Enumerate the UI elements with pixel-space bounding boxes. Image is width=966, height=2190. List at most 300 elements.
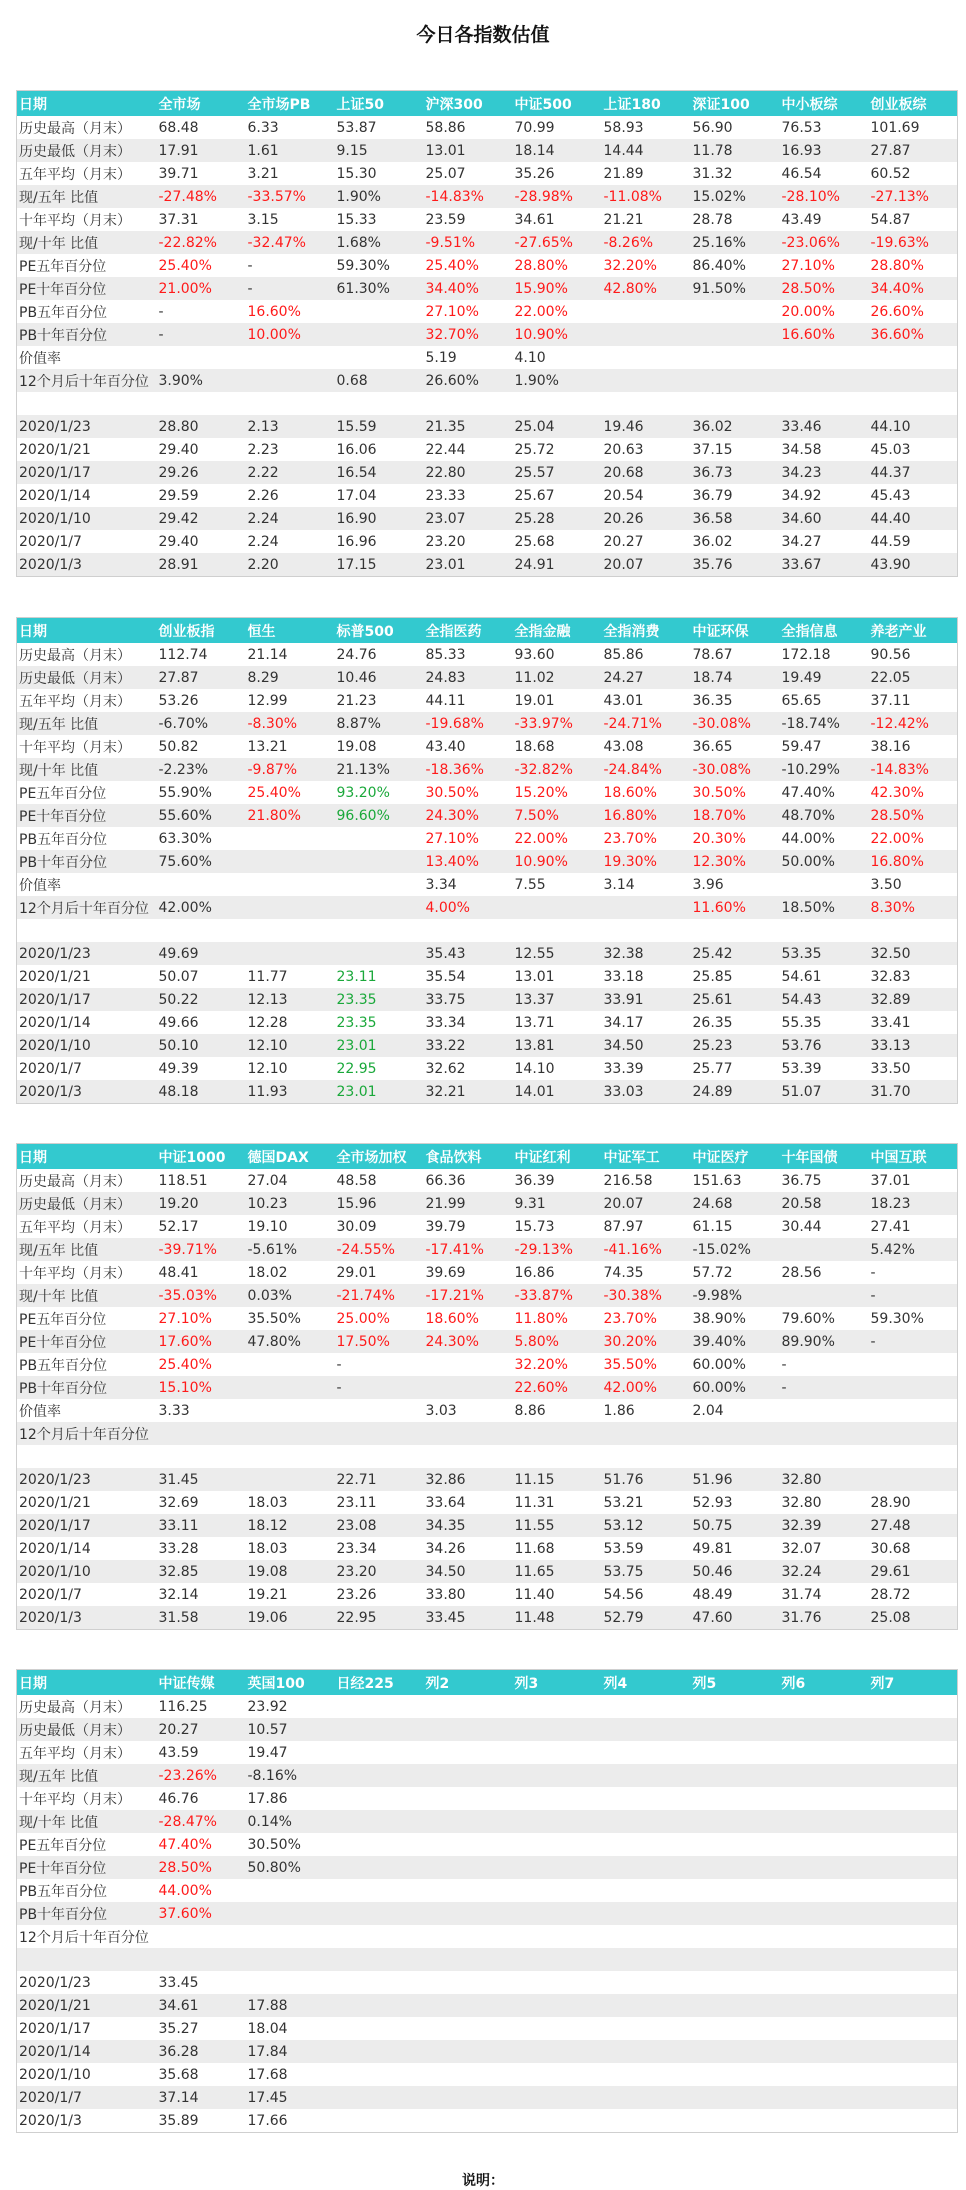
table-cell bbox=[246, 850, 335, 873]
table-cell: 28.50% bbox=[780, 277, 869, 300]
column-header: 中证环保 bbox=[691, 618, 780, 644]
table-cell: 3.03 bbox=[425, 1402, 457, 1419]
table-cell bbox=[335, 873, 424, 896]
row-label: 2020/1/3 bbox=[17, 1080, 157, 1104]
table-cell: 36.73 bbox=[691, 461, 780, 484]
table-cell bbox=[335, 2109, 424, 2133]
table-cell: 23.33 bbox=[425, 487, 466, 504]
table-cell: 16.06 bbox=[336, 441, 377, 458]
table-cell bbox=[602, 2109, 691, 2133]
table-cell: 43.90 bbox=[869, 553, 958, 577]
table-cell: -9.51% bbox=[424, 231, 513, 254]
table-cell: 32.38 bbox=[602, 942, 691, 965]
column-header: 中证医疗 bbox=[691, 1144, 780, 1170]
table-cell: -18.74% bbox=[780, 712, 869, 735]
table-cell: 19.21 bbox=[247, 1586, 288, 1603]
table-cell: 34.50 bbox=[424, 1560, 513, 1583]
row-label: 现/十年 比值 bbox=[17, 1810, 157, 1833]
table-cell bbox=[691, 392, 780, 415]
row-label: 2020/1/23 bbox=[17, 1468, 157, 1491]
table-row bbox=[17, 2040, 958, 2063]
table-cell: 47.80% bbox=[246, 1330, 335, 1353]
table-row bbox=[17, 323, 958, 346]
table-cell bbox=[691, 2017, 780, 2040]
table-cell: -39.71% bbox=[157, 1238, 246, 1261]
table-cell: 79.60% bbox=[781, 1310, 835, 1327]
column-header: 英国100 bbox=[246, 1670, 335, 1696]
table-cell: 23.20 bbox=[425, 533, 466, 550]
table-cell bbox=[246, 1422, 335, 1445]
table-cell bbox=[335, 2017, 424, 2040]
table-cell bbox=[780, 1238, 869, 1261]
table-cell: 43.08 bbox=[603, 738, 644, 755]
table-cell: 43.59 bbox=[158, 1744, 199, 1761]
table-cell bbox=[335, 1718, 424, 1741]
table-cell bbox=[780, 873, 869, 896]
table-row bbox=[17, 1376, 958, 1399]
table-cell bbox=[246, 896, 335, 919]
table-cell: 33.41 bbox=[870, 1014, 911, 1031]
table-cell: 56.90 bbox=[692, 119, 733, 136]
table-cell bbox=[513, 2017, 602, 2040]
table-cell: 13.71 bbox=[514, 1014, 555, 1031]
table-cell bbox=[246, 346, 335, 369]
table-cell: 34.61 bbox=[157, 1994, 246, 2017]
table-cell: 15.59 bbox=[335, 415, 424, 438]
table-cell: 42.00% bbox=[602, 1376, 691, 1399]
table-cell: 39.69 bbox=[425, 1264, 466, 1281]
table-cell: 22.80 bbox=[424, 461, 513, 484]
table-row bbox=[17, 1856, 958, 1879]
table-cell bbox=[780, 1445, 869, 1468]
table-cell bbox=[513, 2086, 602, 2109]
table-cell: -27.48% bbox=[157, 185, 246, 208]
table-cell bbox=[246, 1925, 335, 1948]
table-cell: -27.13% bbox=[869, 185, 958, 208]
page-title: 今日各指数估值 bbox=[416, 24, 550, 46]
table-cell: 15.02% bbox=[691, 185, 780, 208]
table-cell: -23.26% bbox=[157, 1764, 246, 1787]
table-cell bbox=[335, 2086, 424, 2109]
table-cell: 44.59 bbox=[870, 533, 911, 550]
table-cell: 19.08 bbox=[246, 1560, 335, 1583]
table-cell: 22.00% bbox=[514, 303, 568, 320]
table-cell bbox=[869, 1764, 958, 1787]
table-cell: 14.01 bbox=[513, 1080, 602, 1104]
table-cell: 53.59 bbox=[603, 1540, 644, 1557]
table-cell: 35.89 bbox=[158, 2112, 199, 2129]
table-row bbox=[17, 231, 958, 254]
row-label: 五年平均（月末） bbox=[19, 166, 131, 183]
table-cell: 37.01 bbox=[870, 1172, 911, 1189]
table-cell: 29.40 bbox=[158, 441, 199, 458]
table-cell bbox=[869, 369, 958, 392]
table-cell bbox=[869, 1399, 958, 1422]
table-cell: 34.50 bbox=[602, 1034, 691, 1057]
row-label: 2020/1/17 bbox=[17, 461, 157, 484]
table-cell: 42.00% bbox=[157, 896, 246, 919]
table-cell: 31.74 bbox=[781, 1586, 822, 1603]
table-row bbox=[17, 850, 958, 873]
table-cell: 33.45 bbox=[424, 1606, 513, 1630]
table-cell bbox=[602, 1764, 691, 1787]
table-cell bbox=[424, 1376, 513, 1399]
table-row bbox=[17, 735, 958, 758]
table-cell: 30.50% bbox=[425, 784, 479, 801]
table-cell bbox=[780, 2063, 869, 2086]
table-cell: 24.68 bbox=[691, 1192, 780, 1215]
table-cell: 25.40% bbox=[425, 257, 479, 274]
table-cell bbox=[691, 1994, 780, 2017]
table-row bbox=[17, 666, 958, 689]
table-cell: 17.91 bbox=[157, 139, 246, 162]
table-cell: 2.24 bbox=[247, 533, 279, 550]
table-row bbox=[17, 116, 958, 139]
table-cell bbox=[780, 1718, 869, 1741]
row-label: 十年平均（月末） bbox=[19, 1791, 131, 1808]
table-cell: 52.79 bbox=[602, 1606, 691, 1630]
table-cell bbox=[424, 1925, 513, 1948]
column-header: 列4 bbox=[602, 1670, 691, 1696]
table-cell: 16.80% bbox=[869, 850, 958, 873]
table-cell: 12.99 bbox=[247, 692, 288, 709]
table-cell: 12.28 bbox=[247, 1014, 288, 1031]
table-cell: 23.11 bbox=[336, 968, 377, 985]
table-cell: 1.68% bbox=[335, 231, 424, 254]
row-label: 十年平均（月末） bbox=[19, 739, 131, 756]
table-cell: 55.90% bbox=[158, 784, 212, 801]
table-header-row bbox=[17, 1144, 958, 1170]
row-label: 历史最高（月末） bbox=[19, 120, 131, 137]
table-cell: 37.15 bbox=[692, 441, 733, 458]
table-cell bbox=[780, 1399, 869, 1422]
table-cell: 16.60% bbox=[780, 323, 869, 346]
column-header: 列7 bbox=[869, 1670, 958, 1696]
table-cell: 2.22 bbox=[246, 461, 335, 484]
table-cell: 51.07 bbox=[780, 1080, 869, 1104]
row-label: 十年平均（月末） bbox=[19, 212, 131, 229]
table-cell: 27.87 bbox=[157, 666, 246, 689]
table-cell: 19.06 bbox=[246, 1606, 335, 1630]
table-cell: 28.80% bbox=[514, 257, 568, 274]
table-cell: 32.89 bbox=[869, 988, 958, 1011]
table-cell: 8.86 bbox=[514, 1402, 546, 1419]
table-cell: 14.10 bbox=[514, 1060, 555, 1077]
table-cell: 22.60% bbox=[513, 1376, 602, 1399]
table-cell: 50.80% bbox=[246, 1856, 335, 1879]
table-cell bbox=[869, 1422, 958, 1445]
table-cell: 27.41 bbox=[870, 1218, 911, 1235]
table-row bbox=[17, 1169, 958, 1192]
table-cell: 1.61 bbox=[246, 139, 335, 162]
table-row bbox=[17, 804, 958, 827]
table-row bbox=[17, 1560, 958, 1583]
table-cell: 18.03 bbox=[247, 1494, 288, 1511]
table-cell: 12.10 bbox=[246, 1034, 335, 1057]
row-label: PB五年百分位 bbox=[19, 304, 108, 321]
table-cell: 3.34 bbox=[425, 876, 457, 893]
table-cell bbox=[424, 1971, 513, 1994]
table-cell: 90.56 bbox=[870, 646, 911, 663]
table-cell: 44.37 bbox=[869, 461, 958, 484]
valuation-table-2 bbox=[16, 617, 958, 1104]
table-cell bbox=[335, 346, 424, 369]
table-cell: 16.90 bbox=[335, 507, 424, 530]
table-header-row bbox=[17, 1670, 958, 1696]
table-cell bbox=[424, 392, 513, 415]
table-cell: 44.11 bbox=[425, 692, 466, 709]
table-cell: 34.17 bbox=[603, 1014, 644, 1031]
table-row bbox=[17, 758, 958, 781]
table-cell: 18.74 bbox=[691, 666, 780, 689]
table-cell: 21.35 bbox=[424, 415, 513, 438]
table-cell: 1.90% bbox=[335, 185, 424, 208]
table-cell bbox=[335, 1422, 424, 1445]
table-cell: 16.86 bbox=[514, 1264, 555, 1281]
table-row bbox=[17, 369, 958, 392]
row-label: PE五年百分位 bbox=[19, 1837, 107, 1854]
table-cell: 20.26 bbox=[602, 507, 691, 530]
column-header: 全市场加权 bbox=[335, 1144, 424, 1170]
table-cell: 14.44 bbox=[602, 139, 691, 162]
table-cell: 54.56 bbox=[603, 1586, 644, 1603]
table-cell: 20.27 bbox=[603, 533, 644, 550]
table-cell: 13.81 bbox=[513, 1034, 602, 1057]
table-row bbox=[17, 1057, 958, 1080]
row-label: 12个月后十年百分位 bbox=[17, 896, 157, 919]
column-header: 中证1000 bbox=[157, 1144, 246, 1170]
table-cell bbox=[691, 1902, 780, 1925]
table-row bbox=[17, 438, 958, 461]
table-cell: -32.82% bbox=[513, 758, 602, 781]
table-cell: 10.57 bbox=[246, 1718, 335, 1741]
table-cell: 19.20 bbox=[157, 1192, 246, 1215]
table-row bbox=[17, 1353, 958, 1376]
table-cell bbox=[246, 1948, 335, 1971]
table-cell bbox=[602, 2040, 691, 2063]
table-cell: 18.03 bbox=[247, 1540, 288, 1557]
table-cell: - bbox=[869, 1284, 958, 1307]
table-cell: 24.89 bbox=[691, 1080, 780, 1104]
table-cell: 28.91 bbox=[157, 553, 246, 577]
table-cell bbox=[780, 1833, 869, 1856]
table-cell: 51.76 bbox=[602, 1468, 691, 1491]
row-label: 价值率 bbox=[19, 350, 61, 367]
table-row bbox=[17, 2086, 958, 2109]
table-cell: 48.49 bbox=[692, 1586, 733, 1603]
table-cell: 151.63 bbox=[692, 1172, 742, 1189]
row-label: 2020/1/21 bbox=[19, 441, 91, 458]
table-cell: 59.30% bbox=[870, 1310, 924, 1327]
table-cell bbox=[691, 1787, 780, 1810]
column-header: 深证100 bbox=[691, 91, 780, 117]
table-cell: 17.45 bbox=[246, 2086, 335, 2109]
table-cell: 27.10% bbox=[781, 257, 835, 274]
table-cell: 18.14 bbox=[513, 139, 602, 162]
table-cell: 39.79 bbox=[425, 1218, 466, 1235]
row-label: 现/五年 比值 bbox=[17, 185, 157, 208]
table-cell: 58.86 bbox=[425, 119, 466, 136]
table-cell: 42.30% bbox=[870, 784, 924, 801]
table-row bbox=[17, 1741, 958, 1764]
table-cell: 8.29 bbox=[246, 666, 335, 689]
table-row bbox=[17, 507, 958, 530]
table-cell: 1.86 bbox=[603, 1402, 635, 1419]
table-cell: 12.13 bbox=[246, 988, 335, 1011]
table-cell: 44.00% bbox=[158, 1882, 212, 1899]
table-cell: 12.30% bbox=[691, 850, 780, 873]
table-cell: 4.00% bbox=[424, 896, 513, 919]
table-cell: 19.49 bbox=[780, 666, 869, 689]
table-cell: -35.03% bbox=[157, 1284, 246, 1307]
table-cell: 2.24 bbox=[246, 507, 335, 530]
column-header: 列5 bbox=[691, 1670, 780, 1696]
table-cell: 23.08 bbox=[335, 1514, 424, 1537]
table-cell bbox=[335, 827, 424, 850]
table-cell: 0.03% bbox=[246, 1284, 335, 1307]
row-label: 2020/1/14 bbox=[17, 2040, 157, 2063]
table-cell bbox=[157, 1925, 246, 1948]
table-cell: 32.80 bbox=[780, 1468, 869, 1491]
table-cell: 54.61 bbox=[781, 968, 822, 985]
row-label: PB五年百分位 bbox=[19, 1883, 108, 1900]
table-cell bbox=[246, 1468, 335, 1491]
table-cell bbox=[335, 1994, 424, 2017]
column-header: 标普500 bbox=[335, 618, 424, 644]
table-cell: - bbox=[247, 257, 253, 274]
table-cell: 2.23 bbox=[247, 441, 279, 458]
table-row bbox=[17, 827, 958, 850]
table-cell: 32.69 bbox=[158, 1494, 199, 1511]
table-cell: 34.61 bbox=[514, 211, 555, 228]
table-cell bbox=[869, 1833, 958, 1856]
table-cell: 48.41 bbox=[158, 1264, 199, 1281]
table-cell: 23.01 bbox=[335, 1034, 424, 1057]
table-cell: 36.58 bbox=[691, 507, 780, 530]
table-cell: 25.68 bbox=[514, 533, 555, 550]
table-cell bbox=[424, 919, 513, 942]
table-cell: 25.42 bbox=[691, 942, 780, 965]
table-cell bbox=[691, 1422, 780, 1445]
table-cell: 17.60% bbox=[157, 1330, 246, 1353]
table-row bbox=[17, 2017, 958, 2040]
table-row bbox=[17, 919, 958, 942]
table-cell: -28.47% bbox=[157, 1810, 246, 1833]
table-cell: 50.75 bbox=[691, 1514, 780, 1537]
table-cell: 2.04 bbox=[692, 1402, 724, 1419]
table-cell: 12.10 bbox=[247, 1060, 288, 1077]
table-cell: - bbox=[780, 1376, 869, 1399]
table-cell bbox=[513, 1764, 602, 1787]
table-cell: 53.21 bbox=[603, 1494, 644, 1511]
table-cell bbox=[246, 873, 335, 896]
table-cell bbox=[602, 1810, 691, 1833]
table-cell: 18.23 bbox=[869, 1192, 958, 1215]
row-label: PE五年百分位 bbox=[19, 1311, 107, 1328]
table-cell: 30.44 bbox=[781, 1218, 822, 1235]
table-row bbox=[17, 1399, 958, 1422]
row-label: 2020/1/10 bbox=[17, 1560, 157, 1583]
table-cell: 26.35 bbox=[692, 1014, 733, 1031]
table-row bbox=[17, 277, 958, 300]
table-row bbox=[17, 1879, 958, 1902]
table-row bbox=[17, 1284, 958, 1307]
table-cell: 36.39 bbox=[514, 1172, 555, 1189]
table-cell: 17.84 bbox=[246, 2040, 335, 2063]
table-cell: 33.64 bbox=[425, 1494, 466, 1511]
table-cell: 23.35 bbox=[336, 1014, 377, 1031]
row-label: 五年平均（月末） bbox=[19, 693, 131, 710]
table-row bbox=[17, 1537, 958, 1560]
table-row bbox=[17, 1971, 958, 1994]
table-cell: 39.71 bbox=[158, 165, 199, 182]
row-label: 现/五年 比值 bbox=[17, 1238, 157, 1261]
table-cell: 20.30% bbox=[692, 830, 746, 847]
table-cell: -27.65% bbox=[513, 231, 602, 254]
table-cell: 32.07 bbox=[781, 1540, 822, 1557]
table-row bbox=[17, 1764, 958, 1787]
table-cell: -29.13% bbox=[513, 1238, 602, 1261]
table-cell: -8.30% bbox=[246, 712, 335, 735]
table-cell: 34.23 bbox=[780, 461, 869, 484]
row-label: PE十年百分位 bbox=[17, 1856, 157, 1879]
table-cell: 21.23 bbox=[336, 692, 377, 709]
table-row bbox=[17, 965, 958, 988]
table-cell bbox=[513, 2109, 602, 2133]
table-cell: 27.10% bbox=[425, 303, 479, 320]
table-cell: 24.27 bbox=[602, 666, 691, 689]
table-cell bbox=[513, 1902, 602, 1925]
table-cell: 11.77 bbox=[247, 968, 288, 985]
table-row bbox=[17, 139, 958, 162]
table-cell: 53.75 bbox=[602, 1560, 691, 1583]
table-cell: 44.40 bbox=[869, 507, 958, 530]
table-row bbox=[17, 1925, 958, 1948]
table-cell: 20.54 bbox=[603, 487, 644, 504]
table-cell bbox=[780, 919, 869, 942]
table-row bbox=[17, 1787, 958, 1810]
table-cell bbox=[424, 2086, 513, 2109]
table-cell bbox=[602, 323, 691, 346]
table-cell bbox=[691, 2086, 780, 2109]
table-cell bbox=[335, 300, 424, 323]
table-cell bbox=[869, 1948, 958, 1971]
table-row bbox=[17, 208, 958, 231]
table-cell: 25.28 bbox=[513, 507, 602, 530]
table-cell: 33.80 bbox=[425, 1586, 466, 1603]
table-cell: 50.10 bbox=[157, 1034, 246, 1057]
row-label: 历史最低（月末） bbox=[17, 1718, 157, 1741]
table-cell: 216.58 bbox=[603, 1172, 653, 1189]
table-cell: 10.90% bbox=[513, 323, 602, 346]
table-cell: -18.36% bbox=[424, 758, 513, 781]
table-cell: 29.61 bbox=[869, 1560, 958, 1583]
table-cell bbox=[602, 1948, 691, 1971]
table-row bbox=[17, 1034, 958, 1057]
table-cell: -28.98% bbox=[513, 185, 602, 208]
table-cell: -14.83% bbox=[869, 758, 958, 781]
column-header: 恒生 bbox=[246, 618, 335, 644]
table-cell: 86.40% bbox=[692, 257, 746, 274]
table-cell: 54.87 bbox=[870, 211, 911, 228]
table-row bbox=[17, 162, 958, 185]
table-cell: 33.46 bbox=[780, 415, 869, 438]
row-label: 2020/1/7 bbox=[19, 533, 82, 550]
row-label: 2020/1/7 bbox=[19, 1586, 82, 1603]
table-cell bbox=[335, 1971, 424, 1994]
table-cell: 22.44 bbox=[425, 441, 466, 458]
table-cell bbox=[691, 1741, 780, 1764]
